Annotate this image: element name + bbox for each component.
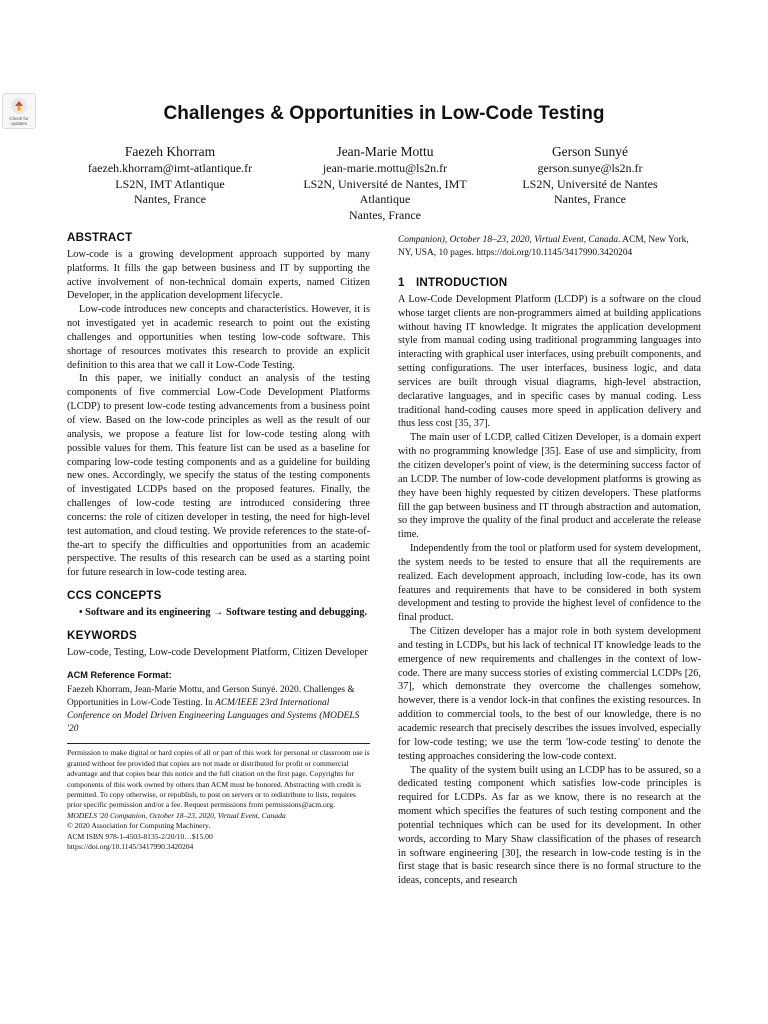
reference-format-continued: Companion), October 18–23, 2020, Virtual Event, Canada. ACM, New York, NY, USA, 10 pages. https://doi.org/10.1145/3417990.3420204 bbox=[398, 235, 689, 258]
author-affiliation-cont: Atlantique bbox=[359, 192, 411, 206]
abstract-paragraph: In this paper, we initially conduct an analysis of the testing components of five commercial Low-Code Development Platforms (LCDP) to present low-code testing advancements from a business point of view. Based on the low-code principles as well as the result of our analysis, we propose a feature list for low-code testing along with possible values for them. This feature list can be used as a baseline for comparing low-code testing components and as a guideline for building new ones. Accordingly, we specify the status of the testing components of investigated LCDPs based on the proposed features. Finally, the challenges of low-code testing are introduced considering three concerns: the role of citizen developer in testing, the need for high-level test automation, and cloud testing. We provide references to the state-of-the-art to specify the difficulties and opportunities from an academic perspective. The results of this research can be used as a starting point for future research in low-code testing area. bbox=[67, 373, 370, 579]
author-location: Nantes, France bbox=[134, 192, 206, 206]
author-1 bbox=[80, 143, 260, 208]
left-column bbox=[67, 231, 370, 852]
author-location: Nantes, France bbox=[349, 207, 421, 222]
author-name: Faezeh Khorram bbox=[124, 144, 216, 159]
copyright-line: © 2020 Association for Computing Machinery. bbox=[67, 821, 211, 831]
author-location: Nantes, France bbox=[554, 192, 626, 206]
intro-paragraph: Independently from the tool or platform used for system development, the system needs to be tested to ensure that all the requirements are realized. Each development approach, including low-code, has its own features and requirements that have to be considered in both system development and testing to provide the highest level of confidence to the final product. bbox=[398, 543, 701, 624]
abstract-paragraph: Low-code is a growing development approach supported by many platforms. It fills the gap between business and IT by supporting the active involvement of non-technical domain experts, named Citizen Developer, in the application development lifecycle. bbox=[67, 248, 370, 302]
check-for-updates-label: Check for updates bbox=[9, 116, 29, 126]
author-3 bbox=[500, 143, 680, 208]
intro-paragraph: The quality of the system built using an LCDP has to be assured, so a dedicated testing component which satisfies low-code principles is required for LCDPs. As far as we know, there is no research at the moment which specifies the features of such testing component and the potential techniques which can be used for its development. In other words, according to Mary Shaw classification of the phases of research in software engineering [30], the research in low-code testing is in the first stage that is basic research since there is no formal structure to the ideas, concepts, and research bbox=[398, 764, 701, 887]
ccs-heading: CCS CONCEPTS bbox=[67, 589, 162, 603]
author-affiliation: LS2N, Université de Nantes, IMT bbox=[303, 176, 467, 191]
permission-notice bbox=[67, 748, 370, 852]
intro-paragraph: A Low-Code Development Platform (LCDP) is a software on the cloud whose target clients are non-programmers aimed at building applications without having IT knowledge. It migrates the application development style from manual coding using traditional programming languages into interacting with graphical user interfaces, using prebuilt components, and setting configurations. The user interfaces, business logic, and data services are built through visual diagrams, high-level abstraction, declarative languages, and in specific cases by manual coding. Less traditional hand-coding causes more speed in application delivery and thus less cost [35, 37]. bbox=[398, 293, 701, 430]
author-name: Jean-Marie Mottu bbox=[336, 144, 434, 159]
reference-format-heading: ACM Reference Format: bbox=[67, 670, 172, 681]
conference-line: MODELS '20 Companion, October 18–23, 2020, Virtual Event, Canada bbox=[67, 810, 286, 820]
abstract-paragraph: Low-code introduces new concepts and characteristics. However, it is not investigated yet in academic research to point out the existing challenges and opportunities when testing low-code software. This shortage of resources motivates this research to provide an explicit definition to this area that we call it Low-Code Testing. bbox=[67, 304, 370, 371]
footnote-divider bbox=[67, 743, 370, 744]
doi-link[interactable]: https://doi.org/10.1145/3417990.3420204 bbox=[67, 841, 194, 851]
right-column bbox=[398, 234, 701, 888]
intro-paragraph: The main user of LCDP, called Citizen Developer, is a domain expert with no programming knowledge [35]. Ease of use and simplicity, from the citizen developer's point of view, is the determining success factor of an LCDP. The number of low-code development platforms is growing as they have been highly requested by citizen developers. These platforms fill the gap between business and IT through abstraction and automation, so they improve the quality of the final product and accelerate the release time. bbox=[398, 432, 701, 541]
author-email[interactable]: faezeh.khorram@imt-atlantique.fr bbox=[87, 161, 253, 175]
keywords-text: Low-code, Testing, Low-code Development Platform, Citizen Developer bbox=[67, 646, 368, 658]
author-affiliation: LS2N, IMT Atlantique bbox=[115, 176, 225, 191]
intro-paragraph: The Citizen developer has a major role in both system development and testing in LCDPs, but his lack of technical IT knowledge leads to the emergence of new requirements and challenges in the context of low-code. There are many success stories of existing commercial LCDPs [26, 37], which demonstrate they overcome the challenges somehow, however, there is a vendor lock-in that confines the existing resources. In addition to commercial tools, to the best of our knowledge, there is no academic research that precisely describes the issues involved, especially for low-code testing; we use the term 'low-code testing' to denote the testing approaches considering the low-code context. bbox=[398, 626, 701, 762]
permission-text: Permission to make digital or hard copies of all or part of this work for personal or classroom use is granted without fee provided that copies are not made or distributed for profit or commercial advantage and that copies bear this notice and the full citation on the first page. Copyrights for components of this work owned by others than ACM must be honored. Abstracting with credit is permitted. To copy otherwise, or republish, to post on servers or to redistribute to lists, requires prior specific permission and/or a fee. Request permissions from permissions@acm.org. bbox=[67, 748, 370, 810]
paper-title: Challenges & Opportunities in Low-Code Testing bbox=[163, 103, 605, 124]
author-email[interactable]: gerson.sunye@ls2n.fr bbox=[537, 161, 643, 175]
author-affiliation: LS2N, Université de Nantes bbox=[522, 176, 658, 191]
ccs-text: • Software and its engineering → Software testing and debugging. bbox=[79, 606, 368, 618]
author-name: Gerson Sunyé bbox=[551, 144, 629, 159]
reference-format-text: Faezeh Khorram, Jean-Marie Mottu, and Gerson Sunyé. 2020. Challenges & Opportunities in Low-Code Testing. In ACM/IEEE 23rd International Conference on Model Driven Engineering Languages and Systems (MODELS '20 bbox=[67, 685, 360, 735]
introduction-heading: 1 INTRODUCTION bbox=[398, 276, 508, 289]
author-2 bbox=[290, 143, 480, 223]
abstract-heading: ABSTRACT bbox=[67, 231, 133, 244]
keywords-heading: KEYWORDS bbox=[67, 628, 137, 642]
author-email[interactable]: jean-marie.mottu@ls2n.fr bbox=[322, 161, 448, 175]
isbn-line: ACM ISBN 978-1-4503-8135-2/20/10…$15.00 bbox=[67, 831, 213, 841]
